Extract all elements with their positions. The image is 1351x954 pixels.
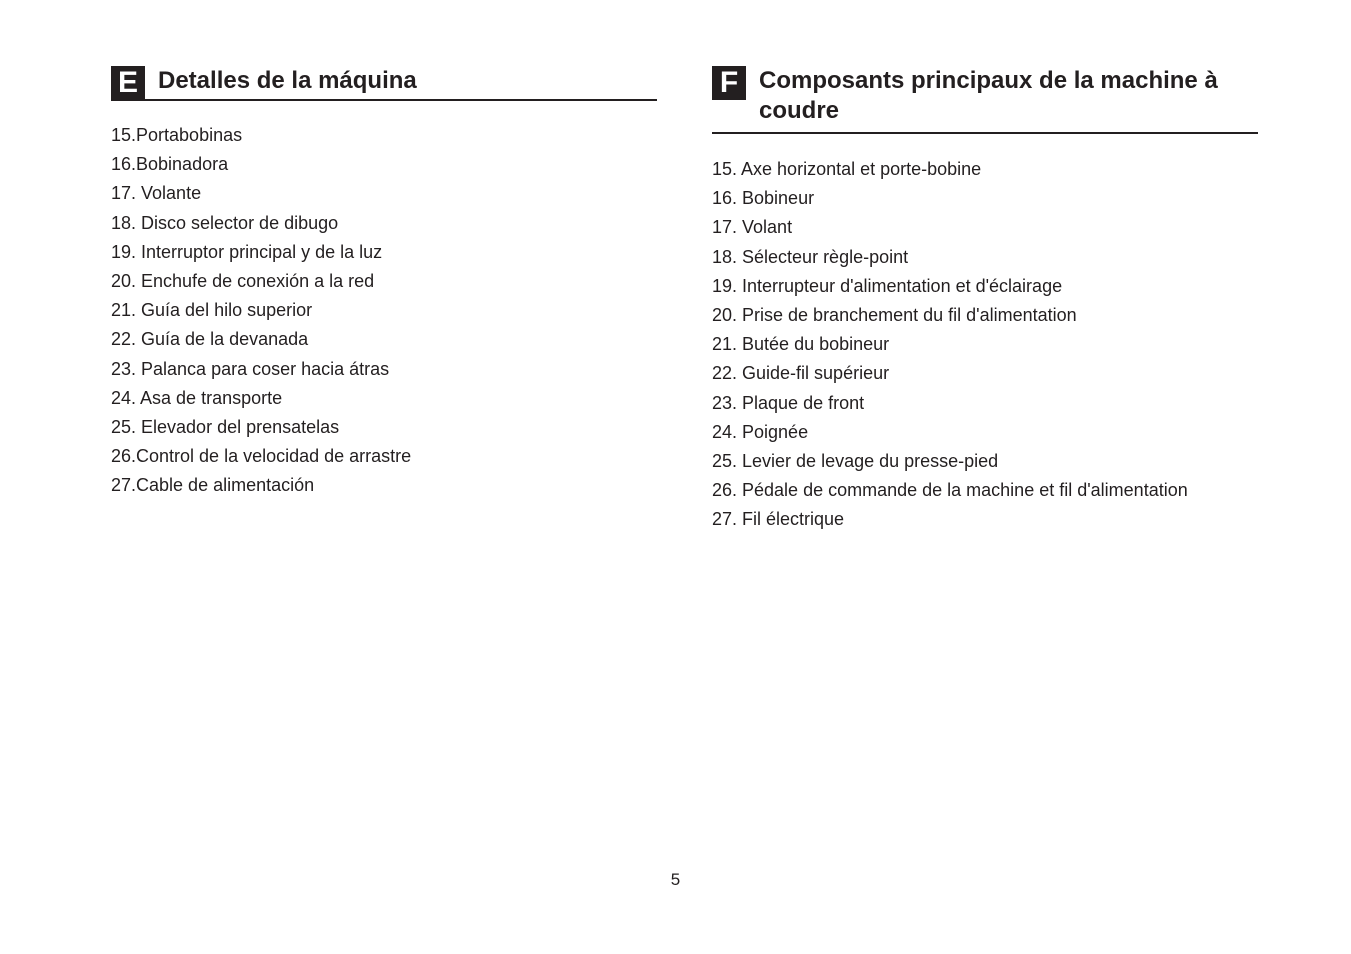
list-item: 17. Volant	[712, 217, 793, 238]
language-badge-f: F	[712, 66, 746, 100]
list-item: 27.Cable de alimentación	[111, 475, 315, 496]
list-item: 19. Interrupteur d'alimentation et d'éclairage	[712, 275, 1063, 296]
list-item: 26. Pédale de commande de la machine et fil d'alimentation	[712, 480, 1188, 501]
list-item: 22. Guía de la devanada	[111, 329, 309, 350]
list-item: 26.Control de la velocidad de arrastre	[111, 446, 412, 467]
language-badge-e: E	[111, 66, 145, 100]
parts-list-spanish	[111, 121, 657, 501]
list-item: 22. Guide-fil supérieur	[712, 363, 890, 384]
page-number: 5	[670, 870, 681, 889]
list-item: 16.Bobinadora	[111, 154, 229, 175]
list-item: 20. Enchufe de conexión a la red	[111, 271, 375, 292]
list-item: 19. Interruptor principal y de la luz	[111, 241, 383, 262]
section-french	[712, 66, 1258, 535]
list-item: 15.Portabobinas	[111, 125, 243, 145]
list-item: 21. Butée du bobineur	[712, 334, 890, 355]
section-title-french: Composants principaux de la machine à coudre	[759, 67, 1218, 124]
section-spanish	[111, 66, 657, 501]
list-item: 18. Sélecteur règle-point	[712, 246, 909, 267]
list-item: 18. Disco selector de dibugo	[111, 212, 339, 233]
list-item: 25. Elevador del prensatelas	[111, 417, 340, 438]
list-item: 24. Asa de transporte	[111, 387, 283, 408]
section-header-french	[712, 66, 1258, 134]
list-item: 21. Guía del hilo superior	[111, 300, 313, 321]
list-item: 17. Volante	[111, 183, 202, 204]
section-title-spanish: Detalles de la máquina	[158, 67, 417, 94]
list-item: 24. Poignée	[712, 421, 809, 442]
list-item: 23. Plaque de front	[712, 392, 865, 413]
list-item: 23. Palanca para coser hacia átras	[111, 358, 390, 379]
list-item: 15. Axe horizontal et porte-bobine	[712, 159, 982, 179]
list-item: 25. Levier de levage du presse-pied	[712, 451, 999, 472]
section-header-spanish	[111, 66, 657, 101]
parts-list-french	[712, 155, 1258, 535]
list-item: 20. Prise de branchement du fil d'alimentation	[712, 305, 1077, 326]
list-item: 27. Fil électrique	[712, 509, 845, 530]
list-item: 16. Bobineur	[712, 188, 815, 209]
